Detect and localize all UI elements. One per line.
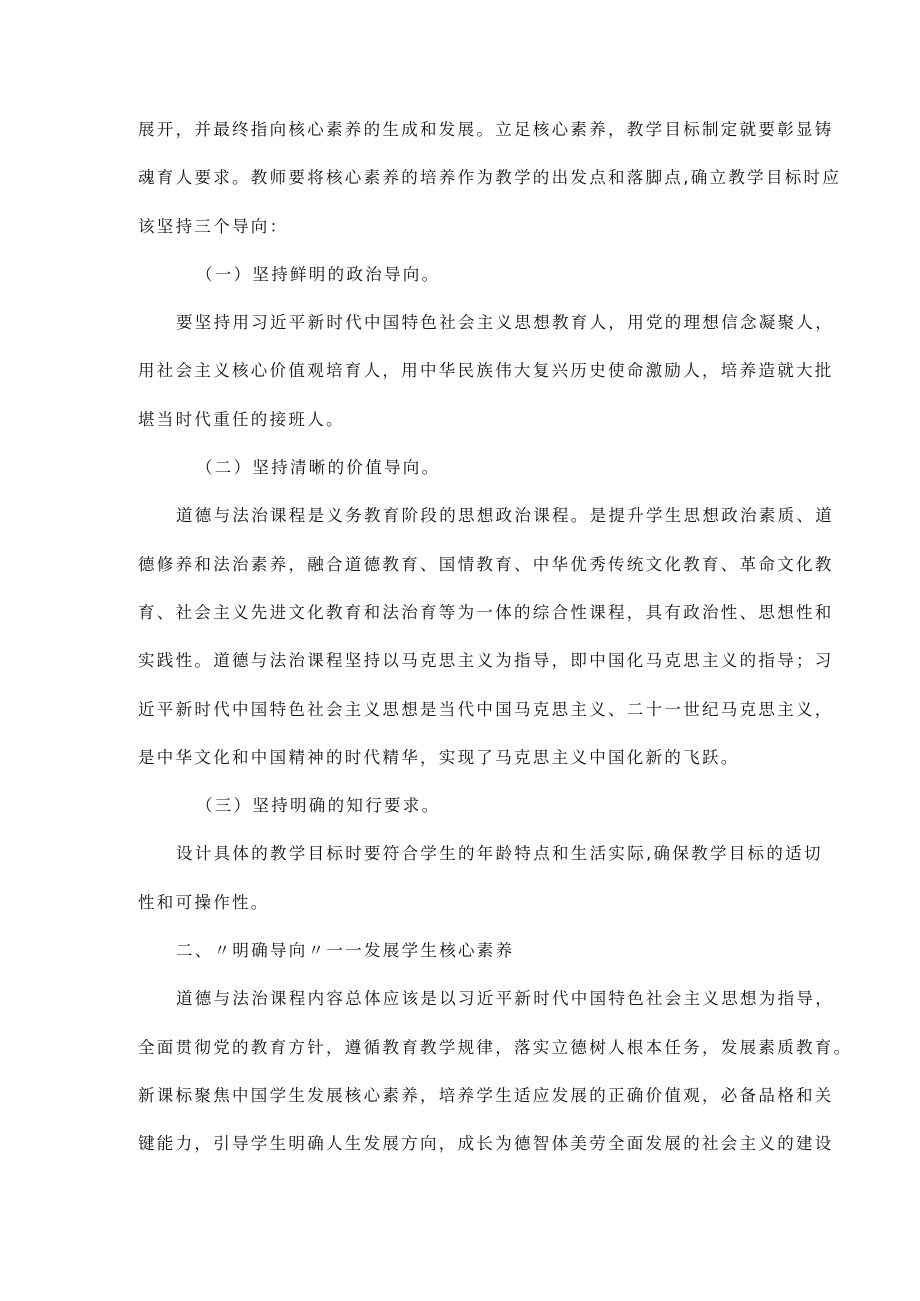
paragraph-line: 键能力，引导学生明确人生发展方向，成长为德智体美劳全面发展的社会主义的建设 [138, 1134, 834, 1154]
paragraph-line: 育、社会主义先进文化教育和法治育等为一体的综合性课程，具有政治性、思想性和 [138, 602, 834, 622]
paragraph-line: 新课标聚焦中国学生发展核心素养，培养学生适应发展的正确价值观，必备品格和关 [138, 1085, 834, 1105]
paragraph-line: 该坚持三个导向： [138, 216, 289, 236]
document-body [138, 106, 853, 1169]
paragraph-line: 设计具体的教学目标时要符合学生的年龄特点和生活实际,确保教学目标的适切 [176, 844, 823, 864]
paragraph-line: 是中华文化和中国精神的时代精华，实现了马克思主义中国化新的飞跃。 [138, 747, 740, 767]
subheading-knowledge-action: （三）坚持明确的知行要求。 [196, 796, 441, 816]
subheading-value-orientation: （二）坚持清晰的价值导向。 [196, 458, 441, 478]
paragraph-line: 道德与法治课程是义务教育阶段的思想政治课程。是提升学生思想政治素质、道 [176, 506, 834, 526]
paragraph-line: 展开，并最终指向核心素养的生成和发展。立足核心素养，教学目标制定就要彰显铸 [138, 120, 834, 139]
paragraph-line: 实践性。道德与法治课程坚持以马克思主义为指导，即中国化马克思主义的指导；习 [138, 651, 834, 671]
paragraph-line: 用社会主义核心价值观培育人，用中华民族伟大复兴历史使命激励人，培养造就大批 [138, 361, 834, 381]
paragraph-line: 道德与法治课程内容总体应该是以习近平新时代中国特色社会主义思想为指导， [176, 989, 834, 1009]
paragraph-line: 魂育人要求。教师要将核心素养的培养作为教学的出发点和落脚点,确立教学目标时应 [138, 168, 842, 188]
paragraph-line: 性和可操作性。 [138, 892, 270, 912]
paragraph-line: 堪当时代重任的接班人。 [138, 409, 345, 429]
paragraph-line: 要坚持用习近平新时代中国特色社会主义思想教育人，用党的理想信念凝聚人， [176, 313, 834, 333]
paragraph-line: 近平新时代中国特色社会主义思想是当代中国马克思主义、二十一世纪马克思主义， [138, 699, 834, 719]
section-heading-two: 二、〃明确导向〃一一发展学生核心素养 [176, 941, 515, 961]
paragraph-line: 全面贯彻党的教育方针，遵循教育教学规律，落实立德树人根本任务，发展素质教育。 [138, 1037, 853, 1057]
subheading-political-orientation: （一）坚持鲜明的政治导向。 [196, 264, 441, 284]
paragraph-line: 德修养和法治素养，融合道德教育、国情教育、中华优秀传统文化教育、革命文化教 [138, 554, 834, 574]
